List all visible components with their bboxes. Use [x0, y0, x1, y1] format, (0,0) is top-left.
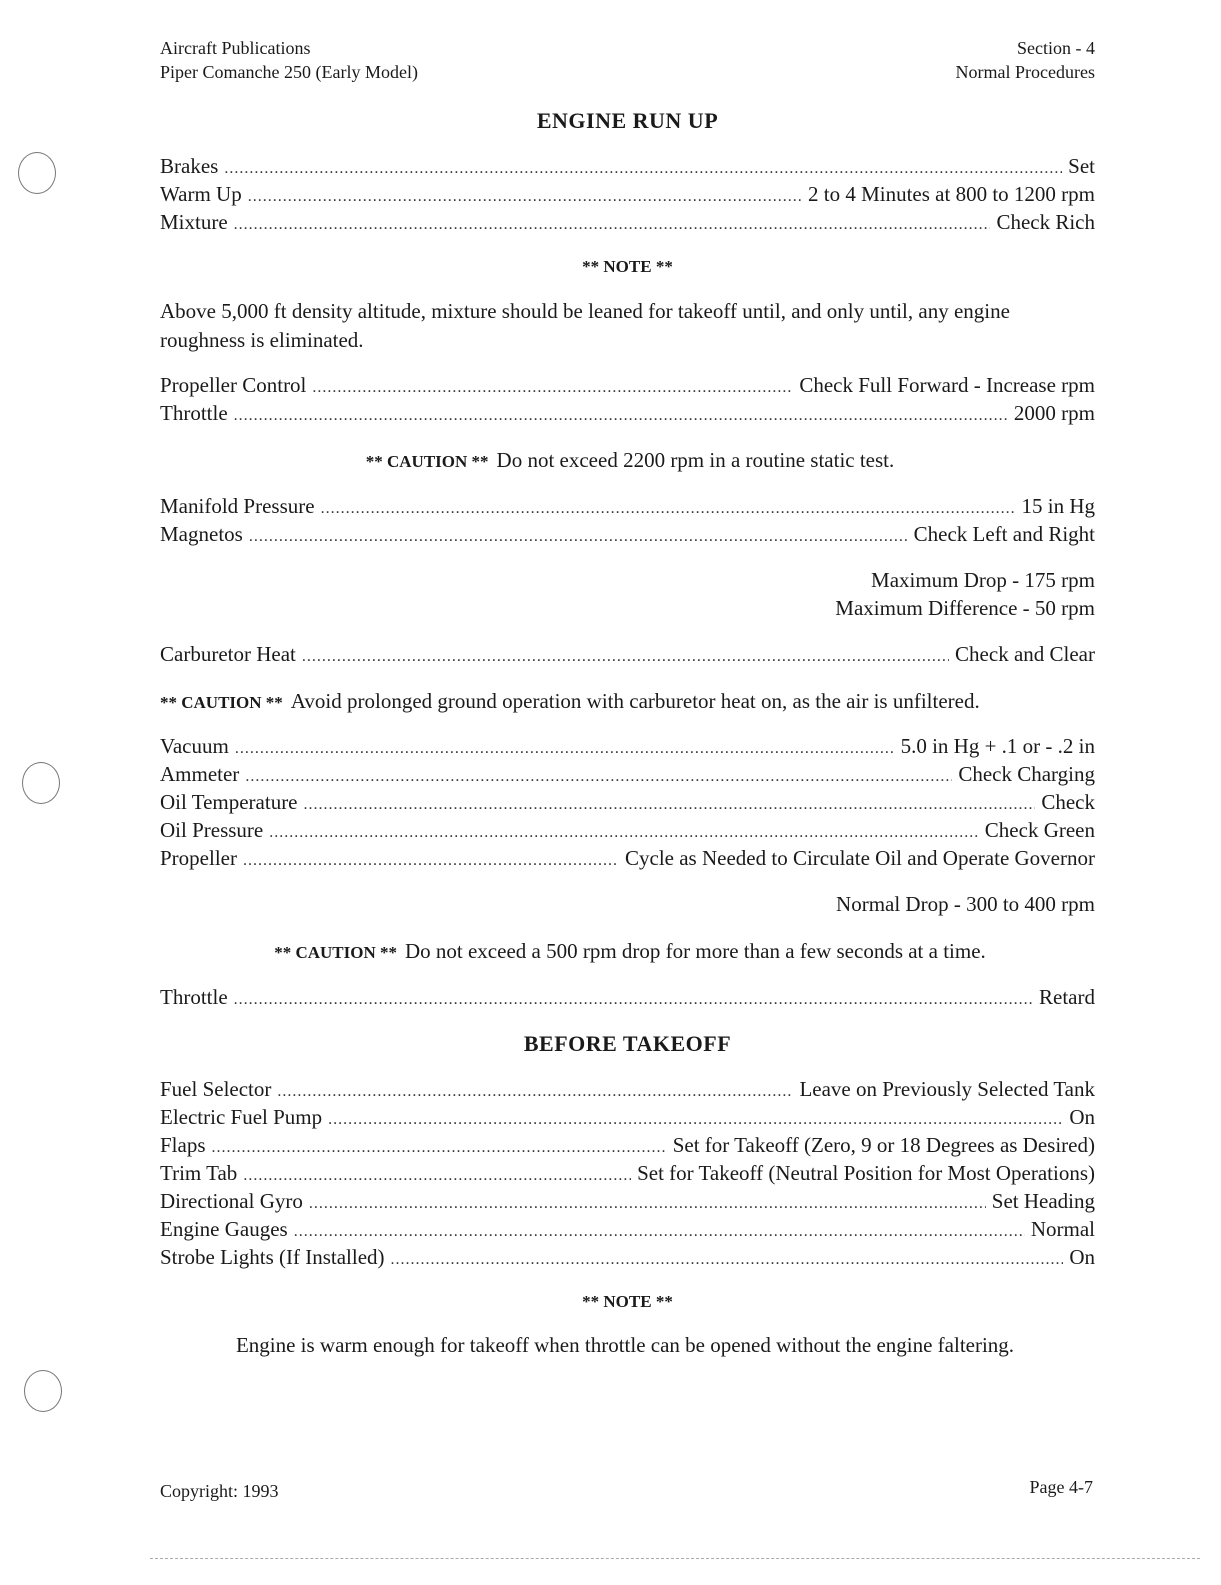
- item-value: Check Rich: [996, 210, 1095, 234]
- item-label: Engine Gauges: [160, 1217, 288, 1241]
- magneto-max-difference: Maximum Difference - 50 rpm: [835, 596, 1095, 620]
- leader-dots: [224, 160, 1062, 178]
- checklist-row: [160, 522, 1095, 547]
- checklist-row: [160, 373, 1095, 398]
- item-label: Carburetor Heat: [160, 642, 296, 666]
- leader-dots: [234, 407, 1008, 425]
- item-value: Normal: [1030, 1217, 1095, 1241]
- propeller-normal-drop: Normal Drop - 300 to 400 rpm: [836, 892, 1095, 916]
- item-label: Propeller Control: [160, 373, 307, 397]
- item-value: Set: [1068, 154, 1095, 178]
- item-value: 15 in Hg: [1021, 494, 1095, 518]
- checklist-row: [160, 734, 1095, 759]
- leader-dots: [312, 379, 793, 397]
- checklist-row: [160, 762, 1095, 787]
- item-value: Check Full Forward - Increase rpm: [799, 373, 1095, 397]
- item-value: Retard: [1039, 985, 1095, 1009]
- leader-dots: [234, 216, 991, 234]
- item-value: On: [1069, 1245, 1095, 1269]
- leader-dots: [235, 740, 895, 758]
- item-label: Manifold Pressure: [160, 494, 315, 518]
- leader-dots: [248, 188, 802, 206]
- item-value: Set Heading: [991, 1189, 1095, 1213]
- caution-block: [160, 448, 1100, 473]
- leader-dots: [249, 528, 908, 546]
- magneto-max-drop: Maximum Drop - 175 rpm: [871, 568, 1095, 592]
- caution-label: ** CAUTION **: [365, 452, 489, 471]
- caution-text: Do not exceed 2200 rpm in a routine static test.: [496, 448, 895, 472]
- item-label: Mixture: [160, 210, 228, 234]
- leader-dots: [243, 1167, 631, 1185]
- item-label: Propeller: [160, 846, 237, 870]
- item-value: Check and Clear: [955, 642, 1095, 666]
- leader-dots: [245, 768, 952, 786]
- item-value: 5.0 in Hg + .1 or - .2 in: [900, 734, 1095, 758]
- leader-dots: [391, 1251, 1064, 1269]
- item-value: Check Left and Right: [913, 522, 1095, 546]
- leader-dots: [294, 1223, 1025, 1241]
- item-label: Fuel Selector: [160, 1077, 272, 1101]
- checklist-row: [160, 210, 1095, 235]
- item-value: Check Charging: [958, 762, 1095, 786]
- item-label: Directional Gyro: [160, 1189, 303, 1213]
- item-label: Throttle: [160, 401, 228, 425]
- item-label: Vacuum: [160, 734, 229, 758]
- item-label: Warm Up: [160, 182, 242, 206]
- note-text: Above 5,000 ft density altitude, mixture should be leaned for takeoff until, and only until, any engine roughness is eliminated.: [160, 299, 1010, 352]
- item-label: Magnetos: [160, 522, 243, 546]
- binder-hole-bottom: [24, 1370, 62, 1412]
- item-label: Ammeter: [160, 762, 240, 786]
- checklist-row: [160, 494, 1095, 519]
- item-value: Check Green: [984, 818, 1095, 842]
- leader-dots: [234, 991, 1033, 1009]
- item-label: Electric Fuel Pump: [160, 1105, 323, 1129]
- leader-dots: [243, 852, 619, 870]
- checklist-row: [160, 1077, 1095, 1102]
- leader-dots: [269, 824, 979, 842]
- checklist-row: [160, 401, 1095, 426]
- checklist-row: [160, 1161, 1095, 1186]
- checklist-row: [160, 818, 1095, 843]
- item-value: Cycle as Needed to Circulate Oil and Operate Governor: [625, 846, 1095, 870]
- item-value: Check: [1041, 790, 1095, 814]
- item-value: 2 to 4 Minutes at 800 to 1200 rpm: [808, 182, 1095, 206]
- leader-dots: [309, 1195, 986, 1213]
- caution-text: Do not exceed a 500 rpm drop for more than a few seconds at a time.: [404, 939, 986, 963]
- checklist-row: [160, 1133, 1095, 1158]
- checklist-row: [160, 1245, 1095, 1270]
- caution-label: ** CAUTION **: [274, 943, 397, 962]
- item-label: Brakes: [160, 154, 219, 178]
- caution-block: [160, 939, 1100, 964]
- caution-block: [160, 689, 1100, 714]
- binder-hole-middle: [22, 762, 60, 804]
- item-label: Trim Tab: [160, 1161, 238, 1185]
- section-number: Section - 4: [1017, 38, 1095, 58]
- leader-dots: [328, 1111, 1063, 1129]
- before-takeoff-title: BEFORE TAKEOFF: [523, 1031, 732, 1056]
- aircraft-model: Piper Comanche 250 (Early Model): [160, 62, 418, 82]
- item-label: Oil Pressure: [160, 818, 264, 842]
- binder-hole-top: [18, 152, 56, 194]
- checklist-row: [160, 985, 1095, 1010]
- checklist-row: [160, 1217, 1095, 1242]
- item-value: 2000 rpm: [1013, 401, 1095, 425]
- leader-dots: [277, 1083, 793, 1101]
- item-value: Leave on Previously Selected Tank: [799, 1077, 1095, 1101]
- section-title: Normal Procedures: [955, 62, 1095, 82]
- item-value: On: [1069, 1105, 1095, 1129]
- checklist-row: [160, 790, 1095, 815]
- item-label: Flaps: [160, 1133, 206, 1157]
- copyright: Copyright: 1993: [160, 1481, 279, 1501]
- leader-dots: [321, 500, 1016, 518]
- checklist-row: [160, 154, 1095, 179]
- header-left: [160, 36, 418, 84]
- note-text: Engine is warm enough for takeoff when throttle can be opened without the engine faltering.: [235, 1333, 1015, 1357]
- publisher-name: Aircraft Publications: [160, 38, 311, 58]
- scan-edge-line: [150, 1558, 1200, 1559]
- checklist-row: [160, 846, 1095, 871]
- header-right: [956, 36, 1095, 84]
- item-value: Set for Takeoff (Neutral Position for Most Operations): [637, 1161, 1095, 1185]
- leader-dots: [304, 796, 1036, 814]
- item-value: Set for Takeoff (Zero, 9 or 18 Degrees as Desired): [672, 1133, 1095, 1157]
- checklist-row: [160, 182, 1095, 207]
- item-label: Oil Temperature: [160, 790, 298, 814]
- note-heading: ** NOTE **: [582, 257, 673, 276]
- item-label: Throttle: [160, 985, 228, 1009]
- checklist-row: [160, 1105, 1095, 1130]
- item-label: Strobe Lights (If Installed): [160, 1245, 385, 1269]
- note-heading: ** NOTE **: [582, 1292, 673, 1311]
- caution-label: ** CAUTION **: [160, 693, 283, 712]
- checklist-row: [160, 1189, 1095, 1214]
- page-number: Page 4-7: [1029, 1477, 1093, 1497]
- engine-run-up-title: ENGINE RUN UP: [536, 108, 719, 133]
- checklist-row: [160, 642, 1095, 667]
- leader-dots: [212, 1139, 667, 1157]
- leader-dots: [302, 648, 949, 666]
- caution-text: Avoid prolonged ground operation with carburetor heat on, as the air is unfiltered.: [290, 689, 980, 713]
